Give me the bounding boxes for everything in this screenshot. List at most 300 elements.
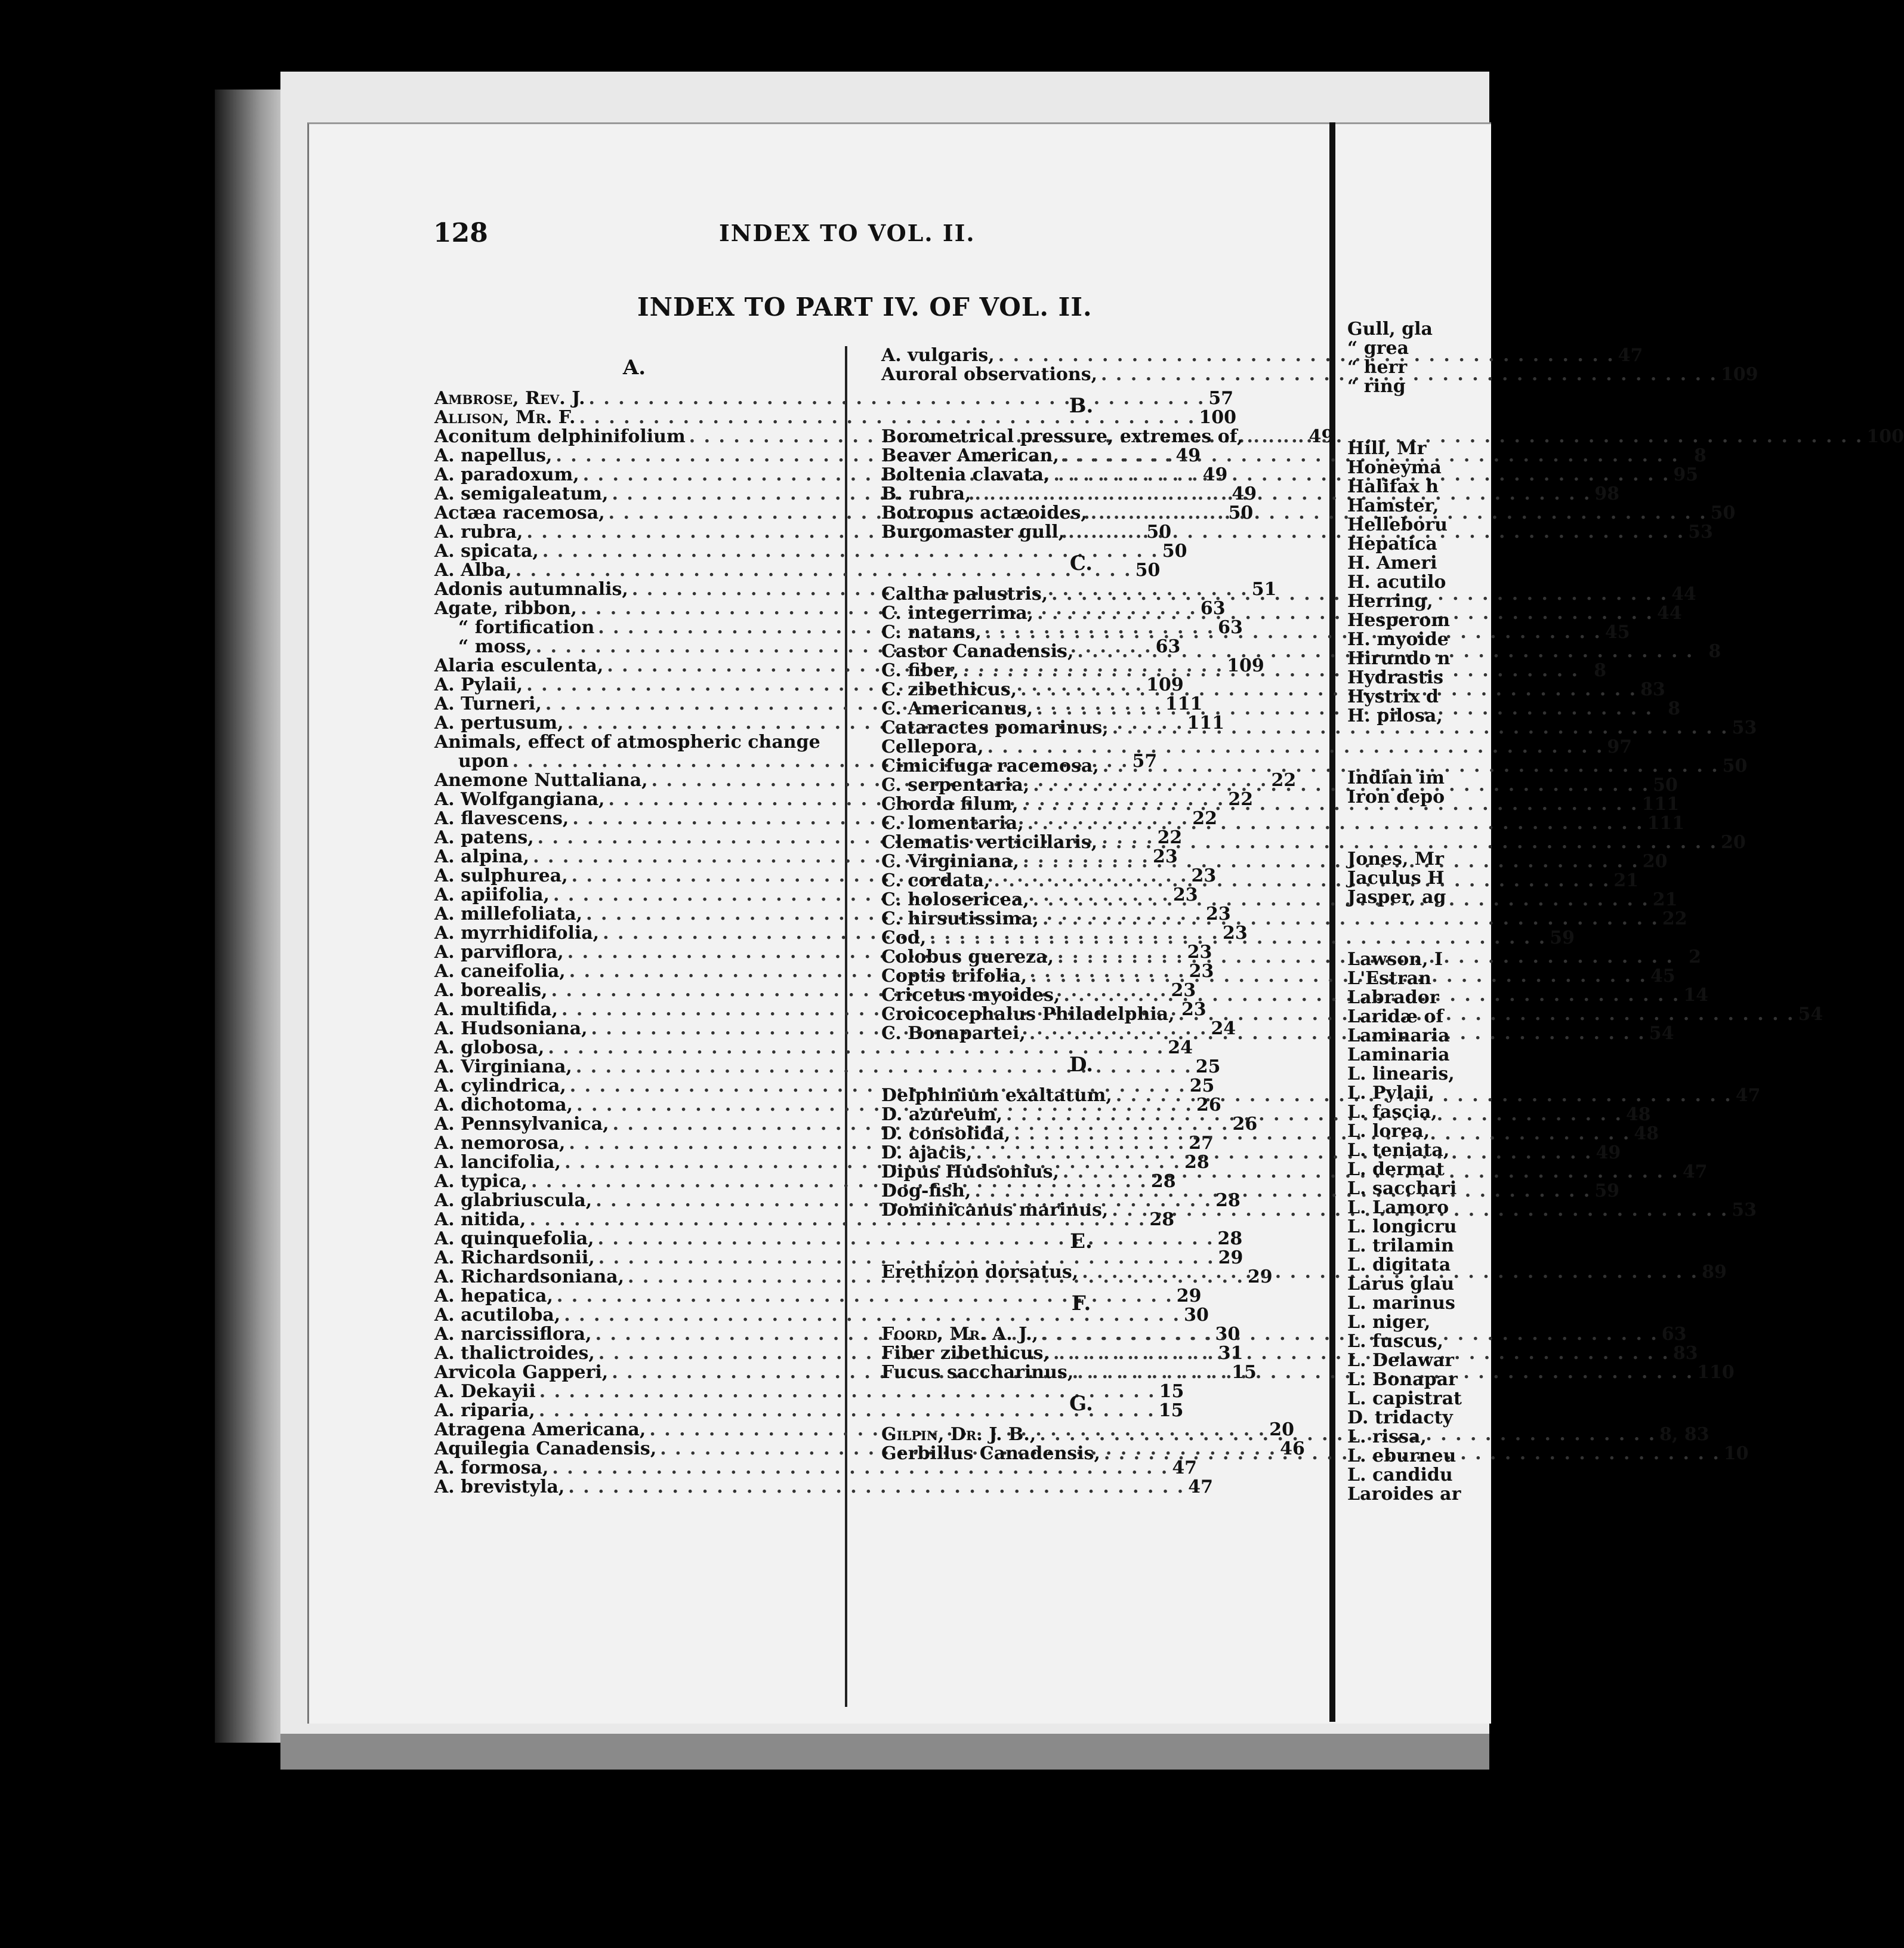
facing-page-entry: “ herr <box>1347 357 1408 378</box>
entry-page: 47 <box>1735 1085 1761 1106</box>
section-letter: D. <box>1069 1053 1094 1077</box>
entry-name: A. semigaleatum, <box>434 483 609 504</box>
entry-page: 59 <box>1550 927 1575 948</box>
entry-name: C. Americanus, <box>881 698 1033 719</box>
index-entry <box>434 1247 1243 1268</box>
entry-name: A. borealis, <box>434 980 548 1001</box>
entry-page: 20 <box>1269 1419 1294 1440</box>
entry-name: A. thalictroides, <box>434 1343 595 1364</box>
leader-dots <box>1029 776 1653 795</box>
entry-page: 29 <box>1218 1247 1243 1268</box>
entry-name: Clematis verticillaris, <box>881 832 1098 853</box>
leader-dots <box>1029 887 1653 910</box>
entry-name: upon <box>458 751 509 772</box>
facing-page-entry: L. Lamoro <box>1347 1197 1449 1218</box>
entry-name: Chorda filum, <box>881 794 1019 815</box>
entry-name: A. multifida, <box>434 999 558 1020</box>
entry-name: Fiber zibethicus, <box>881 1343 1050 1364</box>
entry-page: 50 <box>1653 775 1678 796</box>
entry-page: 57 <box>1208 388 1234 409</box>
fragment-gap <box>1347 396 1489 439</box>
entry-name: Anemone Nuttaliana, <box>434 770 648 791</box>
entry-name: A. vulgaris, <box>881 345 995 366</box>
facing-page-entry: “ grea <box>1347 338 1409 359</box>
facing-page-entry: Labrador <box>1347 987 1439 1008</box>
leader-dots <box>1243 427 1866 446</box>
leader-dots <box>1019 795 1642 814</box>
entry-page: 22 <box>1192 808 1217 829</box>
entry-name: A. sulphurea, <box>434 865 568 886</box>
entry-name: Cataractes pomarinus, <box>881 717 1109 738</box>
entry-name: Croicocephalus Philadelphia, <box>881 1004 1175 1025</box>
entry-page: 45 <box>1604 622 1630 643</box>
entry-page: 23 <box>1189 961 1214 982</box>
entry-page: 23 <box>1181 999 1206 1020</box>
facing-page-entry: L. longicru <box>1347 1216 1457 1237</box>
facing-page-entry: Laminaria <box>1347 1025 1450 1046</box>
facing-page-entry: L. Delawar <box>1347 1350 1454 1371</box>
facing-page-fragments <box>1347 320 1489 1504</box>
entry-page: 21 <box>1613 870 1639 891</box>
entry-name: A. riparia, <box>434 1400 535 1421</box>
entry-name: A. apiifolia, <box>434 884 550 905</box>
entry-page: 8 <box>1668 698 1681 719</box>
entry-page: 23 <box>1223 923 1248 944</box>
entry-name: Arvicola Gapperi, <box>434 1362 609 1383</box>
entry-page: 83 <box>1672 1343 1698 1364</box>
facing-page-entry: L. lorea, <box>1347 1121 1430 1142</box>
entry-page: 15 <box>1159 1381 1184 1402</box>
entry-name: Delphinium exaltatum, <box>881 1085 1112 1106</box>
facing-page-entry: L. eburneu <box>1347 1445 1456 1466</box>
facing-page-entry: L. digitata <box>1347 1255 1451 1275</box>
entry-page: 28 <box>1217 1228 1243 1249</box>
entry-name: A. Dekayii <box>434 1381 536 1402</box>
facing-page-entry: Herring, <box>1347 591 1433 612</box>
index-entry <box>434 1477 1213 1497</box>
entry-name: Dominicanus marinus, <box>881 1200 1109 1220</box>
entry-page: 48 <box>1625 1104 1651 1125</box>
index-entry <box>434 1400 1184 1421</box>
entry-name: A. parviflora, <box>434 942 564 963</box>
entry-name: A. paradoxum, <box>434 464 579 485</box>
entry-name: Cod, <box>881 927 927 948</box>
entry-page: 22 <box>1662 908 1687 929</box>
section-letter: G. <box>1069 1392 1093 1416</box>
entry-page: 98 <box>1594 483 1620 504</box>
leader-dots <box>1002 1102 1626 1124</box>
entry-name: Fucus saccharinus, <box>881 1362 1074 1383</box>
entry-page: 30 <box>1215 1324 1240 1345</box>
entry-name: Borometrical pressure, extremes of, <box>881 426 1243 447</box>
entry-name: Auroral observations, <box>881 364 1098 385</box>
entry-name: A. patens, <box>434 827 534 848</box>
entry-page: 48 <box>1634 1123 1659 1144</box>
facing-page-entry: Laridæ of <box>1347 1006 1444 1027</box>
entry-name: Botropus actæoides, <box>881 503 1087 523</box>
entry-name: A. dichotoma, <box>434 1095 573 1115</box>
leader-dots <box>990 868 1613 890</box>
entry-name: C. serpentaria, <box>881 775 1030 796</box>
entry-name: Caltha palustris, <box>881 584 1048 605</box>
index-entry <box>881 832 1746 853</box>
index-entry <box>434 407 1236 428</box>
entry-page: 50 <box>1135 560 1161 581</box>
entry-name: Dog-fish, <box>881 1180 971 1201</box>
facing-page-entry: L. candidu <box>1347 1465 1453 1485</box>
entry-name: Burgomaster gull, <box>881 522 1065 543</box>
entry-page: 50 <box>1722 756 1748 776</box>
entry-name: Cricetus myoides, <box>881 985 1060 1006</box>
entry-page: 53 <box>1732 717 1757 738</box>
facing-page-entry: L'Estran <box>1347 968 1431 989</box>
facing-page-entry: L. rissa, <box>1347 1426 1427 1447</box>
entry-page: 111 <box>1641 794 1680 815</box>
facing-page-entry: H. myoide <box>1347 629 1449 650</box>
facing-page-entry: Larus glau <box>1347 1274 1455 1294</box>
entry-page: 49 <box>1596 1142 1621 1163</box>
facing-page-entry: D. tridacty <box>1347 1407 1453 1428</box>
leader-dots <box>1024 814 1647 833</box>
entry-name: A. formosa, <box>434 1457 549 1478</box>
entry-page: 50 <box>1228 503 1254 523</box>
page-bottom-shadow <box>280 1734 1489 1770</box>
entry-name: Erethizon dorsatus, <box>881 1262 1079 1283</box>
entry-name: A. flavescens, <box>434 808 569 829</box>
facing-page-entry: Hepatica <box>1347 534 1437 554</box>
entry-name: A. Alba, <box>434 560 512 581</box>
entry-page: 111 <box>1187 713 1225 733</box>
entry-page: 89 <box>1702 1262 1727 1283</box>
facing-page-entry: Halifax h <box>1347 476 1439 497</box>
entry-name: Adonis autumnalis, <box>434 579 628 600</box>
entry-page: 22 <box>1271 770 1297 791</box>
entry-page: 49 <box>1175 445 1201 466</box>
facing-page-entry: L. trilamin <box>1347 1235 1454 1256</box>
entry-page: 25 <box>1189 1075 1215 1096</box>
leader-dots <box>564 1478 1188 1497</box>
entry-name: D. consolida, <box>881 1123 1011 1144</box>
entry-page: 26 <box>1232 1114 1258 1135</box>
facing-page-entry: L. marinus <box>1347 1293 1455 1314</box>
entry-name: A. Pylaii, <box>434 674 523 695</box>
facing-page-entry: Hirundo n <box>1347 648 1451 669</box>
entry-page: 109 <box>1146 674 1184 695</box>
facing-page-entry: H. acutilo <box>1347 572 1446 593</box>
facing-page-entry: H. Ameri <box>1347 553 1437 574</box>
part-title: INDEX TO PART IV. OF VOL. II. <box>637 292 1093 322</box>
entry-name: A. narcissiflora, <box>434 1324 592 1345</box>
entry-name: A. Wolfgangiana, <box>434 789 605 810</box>
section-letter: A. <box>622 356 646 380</box>
entry-name: Animals, effect of atmospheric change <box>434 732 820 753</box>
entry-name: D. azureum, <box>881 1104 1003 1125</box>
entry-page: 23 <box>1171 980 1196 1001</box>
entry-page: 47 <box>1682 1161 1708 1182</box>
entry-name: A. Pennsylvanica, <box>434 1114 609 1135</box>
entry-page: 49 <box>1232 483 1257 504</box>
entry-name: A. typica, <box>434 1171 527 1192</box>
index-entry <box>881 736 1633 757</box>
entry-name: C. Bonapartei, <box>881 1023 1026 1044</box>
index-entry <box>434 1037 1193 1058</box>
facing-page-entry: “ ring <box>1347 376 1406 397</box>
entry-name: “ moss, <box>458 636 532 657</box>
entry-name: A. cylindrica, <box>434 1075 566 1096</box>
entry-page: 100 <box>1199 407 1236 428</box>
entry-page: 21 <box>1652 889 1678 910</box>
entry-page: 50 <box>1146 522 1172 543</box>
facing-page-entry: L. dermat <box>1347 1159 1445 1180</box>
entry-name: C. natans, <box>881 622 982 643</box>
entry-name: C. hirsutissima, <box>881 908 1039 929</box>
entry-name: A. Turneri, <box>434 693 542 714</box>
entry-name: C. fiber, <box>881 660 959 681</box>
entry-page: 15 <box>1232 1362 1257 1383</box>
leader-dots <box>971 485 1595 504</box>
index-entry <box>434 541 1187 562</box>
entry-name: Boltenia clavata, <box>881 464 1050 485</box>
entry-name: A. caneifolia, <box>434 961 566 982</box>
entry-page: 8, 83 <box>1659 1424 1709 1445</box>
facing-page-entry: L. teniata, <box>1347 1140 1450 1161</box>
entry-name: A. pertusum, <box>434 713 564 733</box>
entry-name: Beaver American, <box>881 445 1059 466</box>
facing-page-entry: Hamster, <box>1347 495 1439 516</box>
entry-page: 28 <box>1184 1152 1209 1173</box>
entry-page: 63 <box>1200 598 1226 619</box>
entry-page: 26 <box>1196 1095 1221 1115</box>
facing-page-entry: L. linearis, <box>1347 1064 1455 1084</box>
entry-name: C. zibethicus, <box>881 679 1017 700</box>
entry-name: Gerbillus Canadensis, <box>881 1443 1100 1464</box>
entry-name: A. Virginiana, <box>434 1056 572 1077</box>
facing-page-entry: Hill, Mr <box>1347 438 1427 459</box>
entry-name: A. spicata, <box>434 541 539 562</box>
entry-page: 45 <box>1650 966 1675 987</box>
leader-dots <box>1019 849 1643 871</box>
entry-page: 109 <box>1720 364 1758 385</box>
entry-name: B. rubra, <box>881 483 971 504</box>
entry-name: A. napellus, <box>434 445 553 466</box>
leader-dots <box>973 1140 1596 1163</box>
entry-name: A. rubra, <box>434 522 523 543</box>
entry-name: A. globosa, <box>434 1037 545 1058</box>
entry-page: 8 <box>1708 641 1721 662</box>
facing-page-entry: L. capistrat <box>1347 1388 1462 1409</box>
facing-page-entry: L. Pylaii, <box>1347 1083 1435 1104</box>
index-entry <box>434 1305 1209 1326</box>
section-letter: B. <box>1069 394 1094 418</box>
facing-page-entry: H. pilosa, <box>1347 705 1443 726</box>
index-entry <box>434 733 834 752</box>
entry-page: 8 <box>1693 445 1706 466</box>
facing-page-entry: L. fascia, <box>1347 1102 1437 1123</box>
index-entry <box>881 813 1685 834</box>
entry-name: Foord, Mr. A. J., <box>881 1324 1038 1345</box>
entry-page: 59 <box>1594 1180 1620 1201</box>
index-entry <box>434 388 1234 409</box>
entry-page: 31 <box>1218 1343 1243 1364</box>
facing-page-entry: Hystrix d <box>1347 686 1439 707</box>
entry-name: A. Richardsonii, <box>434 1247 595 1268</box>
entry-page: 44 <box>1656 603 1682 624</box>
entry-name: A. hepatica, <box>434 1286 553 1306</box>
entry-page: 30 <box>1184 1305 1209 1326</box>
leader-dots <box>1033 604 1657 623</box>
index-entry <box>434 560 1161 581</box>
entry-name: Cellepora, <box>881 736 984 757</box>
entry-name: Coptis trifolia, <box>881 966 1027 987</box>
index-entry <box>881 717 1757 738</box>
entry-page: 8 <box>1594 660 1607 681</box>
index-entry <box>881 756 1748 776</box>
leader-dots <box>1010 1121 1634 1143</box>
entry-name: C. cordata, <box>881 870 990 891</box>
entry-name: C. holosericea, <box>881 889 1029 910</box>
section-letter: F. <box>1071 1292 1091 1315</box>
leader-dots <box>982 623 1605 642</box>
entry-page: 29 <box>1247 1266 1273 1287</box>
facing-page-entry: Indian im <box>1347 768 1445 788</box>
entry-name: “ fortification <box>458 617 595 638</box>
entry-page: 23 <box>1187 942 1212 963</box>
entry-name: Aconitum delphinifolium <box>434 426 686 447</box>
facing-page-entry: Jaculus H <box>1347 868 1445 889</box>
entry-page: 63 <box>1155 636 1181 657</box>
leader-dots <box>1017 680 1640 699</box>
facing-page-entry: L. Bonapar <box>1347 1369 1458 1390</box>
entry-page: 50 <box>1162 541 1187 562</box>
facing-page-entry: Laroides ar <box>1347 1484 1461 1505</box>
leader-dots <box>1033 699 1656 719</box>
entry-name: A. glabriuscula, <box>434 1190 593 1211</box>
entry-page: 20 <box>1721 832 1746 853</box>
entry-page: 83 <box>1640 679 1665 700</box>
entry-page: 111 <box>1165 693 1203 714</box>
entry-page: 53 <box>1732 1200 1757 1220</box>
section-letter: E. <box>1070 1229 1093 1253</box>
entry-name: Ambrose, Rev. J. <box>434 388 585 409</box>
entry-page: 15 <box>1158 1400 1184 1421</box>
entry-name: C. Virginiana, <box>881 851 1019 872</box>
entry-name: Allison, Mr. F. <box>434 407 576 428</box>
section-letter: C. <box>1069 551 1093 575</box>
index-entry <box>434 1056 1221 1077</box>
entry-name: D. ajacis, <box>881 1142 973 1163</box>
entry-page: 49 <box>1309 426 1334 447</box>
facing-page-entry: Hesperom <box>1347 610 1450 631</box>
index-entry <box>434 1286 1202 1306</box>
facing-page-entry: Laminaria <box>1347 1044 1450 1065</box>
entry-name: C. integerrima, <box>881 603 1034 624</box>
leader-dots <box>984 738 1607 757</box>
entry-page: 25 <box>1195 1056 1221 1077</box>
facing-page-entry: Jasper, ag <box>1347 887 1446 908</box>
entry-page: 22 <box>1157 827 1183 848</box>
fragment-gap <box>1347 907 1489 950</box>
facing-page-entry: L. sacchari <box>1347 1178 1457 1199</box>
entry-page: 100 <box>1866 426 1904 447</box>
entry-name: Cimicifuga racemosa, <box>881 756 1099 776</box>
entry-page: 22 <box>1228 789 1254 810</box>
entry-name: A. acutiloba, <box>434 1305 561 1326</box>
entry-page: 111 <box>1647 813 1685 834</box>
entry-page: 44 <box>1671 584 1696 605</box>
index-entry <box>434 1381 1184 1402</box>
facing-page-entry: Jones, Mr <box>1347 849 1444 870</box>
entry-name: A. nitida, <box>434 1209 526 1230</box>
entry-page: 28 <box>1215 1190 1240 1211</box>
index-entry <box>434 1457 1198 1478</box>
entry-name: Actæa racemosa, <box>434 503 605 523</box>
entry-page: 14 <box>1683 985 1709 1006</box>
entry-page: 28 <box>1150 1171 1176 1192</box>
entry-page: 23 <box>1152 846 1178 867</box>
entry-page: 28 <box>1149 1209 1175 1230</box>
entry-page: 54 <box>1649 1023 1674 1044</box>
facing-page-entry: L. niger, <box>1347 1312 1431 1333</box>
entry-page: 20 <box>1642 851 1668 872</box>
entry-name: A. Richardsoniana, <box>434 1266 625 1287</box>
entry-page: 47 <box>1618 345 1643 366</box>
entry-name: Aquilegia Canadensis, <box>434 1438 657 1459</box>
entry-name: Alaria esculenta, <box>434 655 604 676</box>
leader-dots <box>971 1182 1594 1201</box>
entry-page: 10 <box>1723 1443 1749 1464</box>
facing-page-entry: L. fuscus, <box>1347 1331 1444 1352</box>
entry-page: 57 <box>1132 751 1158 772</box>
entry-page: 109 <box>1227 655 1264 676</box>
entry-name: A. lancifolia, <box>434 1152 561 1173</box>
facing-page-entry: Hydrastis <box>1347 667 1444 688</box>
entry-name: A. alpina, <box>434 846 530 867</box>
entry-page: 110 <box>1697 1362 1735 1383</box>
entry-page: 24 <box>1211 1018 1236 1039</box>
facing-page-entry: Lawson, I <box>1347 949 1443 970</box>
entry-page: 54 <box>1798 1004 1823 1025</box>
entry-name: A. nemorosa, <box>434 1133 566 1154</box>
entry-page: 2 <box>1689 947 1701 967</box>
leader-dots <box>1026 1024 1649 1043</box>
entry-name: A. millefoliata, <box>434 904 583 924</box>
leader-dots <box>1027 967 1650 989</box>
entry-page: 47 <box>1188 1477 1213 1497</box>
facing-page-entry: Honeyma <box>1347 457 1442 478</box>
entry-name: A. Hudsoniana, <box>434 1018 588 1039</box>
entry-page: 27 <box>1189 1133 1214 1154</box>
page-number: 128 <box>433 218 488 248</box>
leader-dots <box>995 346 1618 365</box>
entry-name: C. lomentaria, <box>881 813 1024 834</box>
running-head: INDEX TO VOL. II. <box>719 220 976 246</box>
index-entry <box>881 927 1575 948</box>
entry-name: Castor Canadensis, <box>881 641 1074 662</box>
entry-page: 29 <box>1176 1286 1202 1306</box>
entry-page: 23 <box>1191 865 1217 886</box>
entry-name: A. brevistyla, <box>434 1477 565 1497</box>
fragment-gap <box>1347 807 1489 850</box>
entry-page: 50 <box>1710 503 1736 523</box>
fragment-gap <box>1347 726 1489 769</box>
entry-page: 53 <box>1688 522 1713 543</box>
entry-page: 23 <box>1172 884 1198 905</box>
entry-name: A. quinquefolia, <box>434 1228 594 1249</box>
entry-page: 47 <box>1172 1457 1198 1478</box>
entry-page: 97 <box>1607 736 1633 757</box>
entry-name: Agate, ribbon, <box>434 598 577 619</box>
entry-page: 24 <box>1168 1037 1193 1058</box>
